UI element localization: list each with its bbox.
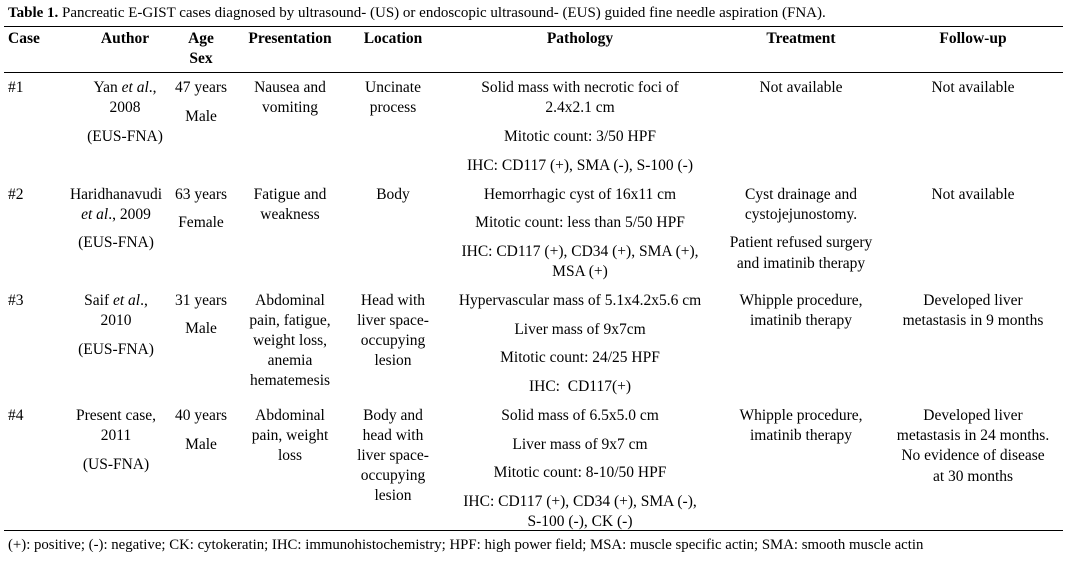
row4-followup-line: No evidence of disease <box>901 447 1045 464</box>
table-footnote: (+): positive; (-): negative; CK: cytokeratin; IHC: immunohistochemistry; HPF: high power field; MSA: muscle specific actin; SMA: smooth muscle actin <box>8 537 924 553</box>
row1-pathology-line: IHC: CD117 (+), SMA (-), S-100 (-) <box>466 157 693 174</box>
row3-pathology-line: Mitotic count: 24/25 HPF <box>500 349 660 366</box>
row3-presentation-line: anemia <box>267 352 313 369</box>
row2-author-name: Haridhanavudi <box>69 186 163 203</box>
row4-location-line: head with <box>362 427 424 444</box>
header-followup: Follow-up <box>939 30 1007 47</box>
row4-followup-line: at 30 months <box>932 468 1014 485</box>
header-location: Location <box>363 30 423 47</box>
row4-pathology-line: IHC: CD117 (+), CD34 (+), SMA (-), <box>463 493 697 510</box>
header-sex: Sex <box>189 50 213 67</box>
row3-age: 31 years <box>174 292 228 309</box>
row2-pathology-line: IHC: CD117 (+), CD34 (+), SMA (+), <box>461 243 699 260</box>
row4-pathology-line: Solid mass of 6.5x5.0 cm <box>501 407 659 424</box>
row1-location-line: process <box>369 99 417 116</box>
row2-treatment-line: Patient refused surgery <box>729 234 873 251</box>
row2-sex: Female <box>178 214 224 231</box>
row3-location-line: Head with <box>360 292 426 309</box>
row2-treatment-line: cystojejunostomy. <box>744 206 858 223</box>
row3-author-name: Saif <box>84 292 113 309</box>
row2-author-etal-line <box>54 205 178 225</box>
header-rule <box>4 72 1063 73</box>
row3-case: #3 <box>8 292 24 309</box>
row4-followup-line: Developed liver <box>923 407 1023 424</box>
row2-pathology-line: Hemorrhagic cyst of 16x11 cm <box>483 186 677 203</box>
row3-author <box>54 291 178 311</box>
top-rule <box>4 26 1063 27</box>
row3-presentation-line: Abdominal <box>255 292 325 309</box>
row4-location-line: lesion <box>374 487 412 504</box>
row4-treatment-line: Whipple procedure, <box>739 407 863 424</box>
row4-author-method: (US-FNA) <box>82 456 150 473</box>
row1-author-etal: et al <box>121 79 149 96</box>
row2-case: #2 <box>8 186 24 203</box>
row2-location-line: Body <box>376 186 410 203</box>
row2-pathology-line: Mitotic count: less than 5/50 HPF <box>475 214 685 231</box>
row3-author-year: 2010 <box>100 312 132 329</box>
row2-age: 63 years <box>174 186 228 203</box>
header-treatment: Treatment <box>766 30 836 47</box>
row1-presentation-line: vomiting <box>262 99 318 116</box>
header-case: Case <box>8 30 40 47</box>
row2-author-method: (EUS-FNA) <box>78 234 154 251</box>
row4-pathology-line: Liver mass of 9x7 cm <box>512 436 648 453</box>
row2-presentation-line: Fatigue and <box>253 186 327 203</box>
row1-treatment-line: Not available <box>759 79 843 96</box>
row3-treatment-line: imatinib therapy <box>749 312 852 329</box>
row4-presentation-line: pain, weight <box>251 427 329 444</box>
row4-pathology-line: Mitotic count: 8-10/50 HPF <box>493 464 667 481</box>
row3-sex: Male <box>185 320 217 337</box>
row4-location-line: liver space- <box>357 447 429 464</box>
table-caption <box>8 5 826 22</box>
row2-presentation-line: weakness <box>260 206 320 223</box>
row3-followup-line: metastasis in 9 months <box>902 312 1044 329</box>
row1-author-name: Yan <box>93 79 122 96</box>
row4-location-line: occupying <box>360 467 426 484</box>
row4-presentation-line: Abdominal <box>255 407 325 424</box>
header-presentation: Presentation <box>248 30 332 47</box>
row3-presentation-line: pain, fatigue, <box>249 312 331 329</box>
row4-age: 40 years <box>174 407 228 424</box>
row4-treatment-line: imatinib therapy <box>749 427 852 444</box>
row3-pathology-line: IHC: CD117(+) <box>528 378 632 395</box>
header-age: Age <box>188 30 214 47</box>
row1-case: #1 <box>8 79 24 96</box>
row3-author-etal: et al <box>112 292 141 309</box>
row1-author-method: (EUS-FNA) <box>87 128 163 145</box>
row1-pathology-line: Solid mass with necrotic foci of <box>481 79 679 96</box>
row3-followup-line: Developed liver <box>923 292 1023 309</box>
row3-pathology-line: Liver mass of 9x7cm <box>514 321 646 338</box>
row1-author-after: ., <box>148 79 157 96</box>
row3-location-line: liver space- <box>357 312 429 329</box>
row1-pathology-line: 2.4x2.1 cm <box>545 99 615 116</box>
row4-presentation-line: loss <box>277 447 303 464</box>
row4-followup-line: metastasis in 24 months. <box>896 427 1050 444</box>
header-author: Author <box>100 30 150 47</box>
row4-sex: Male <box>185 436 217 453</box>
row1-pathology-line: Mitotic count: 3/50 HPF <box>504 128 656 145</box>
row4-case: #4 <box>8 407 24 424</box>
row1-author-year: 2008 <box>109 99 141 116</box>
row2-treatment-line: and imatinib therapy <box>736 255 866 272</box>
row1-age: 47 years <box>174 79 228 96</box>
row1-location-line: Uncinate <box>365 79 421 96</box>
row3-author-method: (EUS-FNA) <box>78 341 154 358</box>
row2-author-after: ., 2009 <box>108 206 151 223</box>
row2-pathology-line: MSA (+) <box>552 263 608 280</box>
row3-presentation-line: weight loss, <box>252 332 328 349</box>
row3-pathology-line: Hypervascular mass of 5.1x4.2x5.6 cm <box>458 292 702 309</box>
row3-author-after: ., <box>140 292 148 309</box>
row1-sex: Male <box>185 108 217 125</box>
row2-followup-line: Not available <box>931 186 1015 203</box>
row3-location-line: lesion <box>374 352 412 369</box>
row1-author <box>70 78 180 98</box>
row1-followup-line: Not available <box>931 79 1015 96</box>
row2-treatment-line: Cyst drainage and <box>745 186 857 203</box>
row3-treatment-line: Whipple procedure, <box>739 292 863 309</box>
row3-location-line: occupying <box>360 332 426 349</box>
row4-pathology-line: S-100 (-), CK (-) <box>527 513 633 530</box>
caption-text: Pancreatic E-GIST cases diagnosed by ultrasound- (US) or endoscopic ultrasound- (EUS) guided fine needle aspiration (FNA). <box>62 5 826 21</box>
row1-presentation-line: Nausea and <box>254 79 326 96</box>
row2-author-etal: et al <box>81 206 109 223</box>
row3-presentation-line: hematemesis <box>249 372 331 389</box>
row4-author-name: Present case, <box>75 407 157 424</box>
row4-author-year: 2011 <box>100 427 132 444</box>
header-pathology: Pathology <box>546 30 614 47</box>
caption-label: Table 1. <box>8 5 59 21</box>
row4-location-line: Body and <box>363 407 423 424</box>
